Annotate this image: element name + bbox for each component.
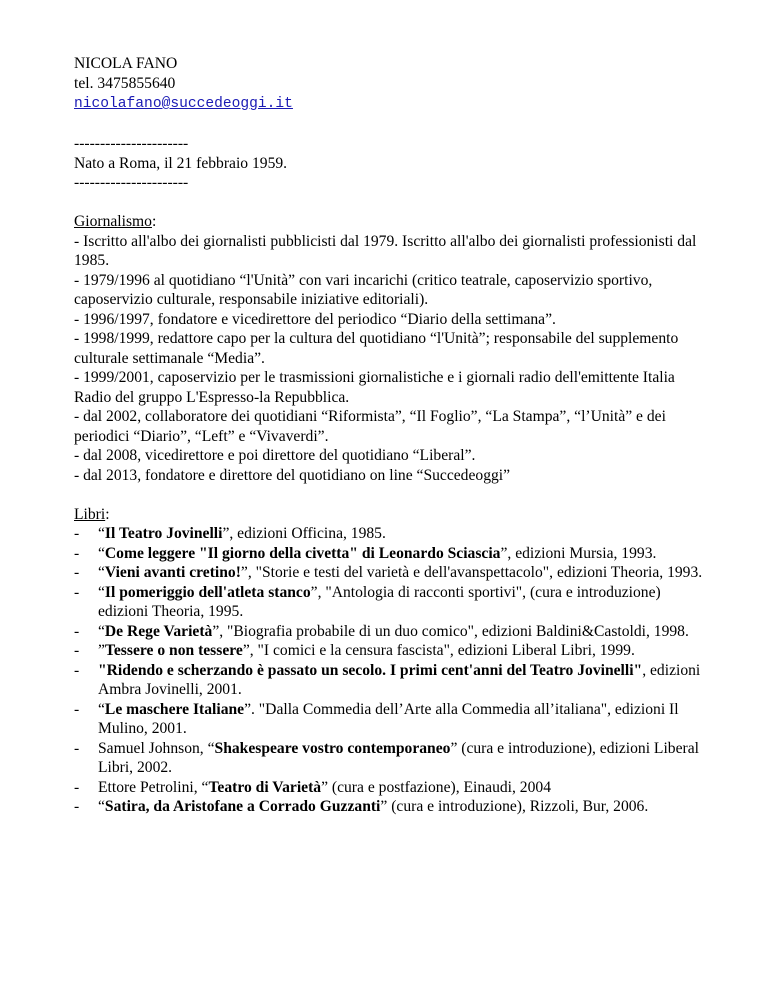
book-title: Shakespeare vostro contemporaneo <box>214 739 451 757</box>
journalism-item: - dal 2008, vicedirettore e poi direttore del quotidiano “Liberal”. <box>74 447 476 464</box>
journalism-item: - 1998/1999, redattore capo per la cultura del quotidiano “l'Unità”; responsabile del supplemento culturale settimanale “Media”. <box>74 330 679 367</box>
phone-number: tel. 3475855640 <box>74 74 176 92</box>
book-item: - Ettore Petrolini, “Teatro di Varietà” (cura e postfazione), Einaudi, 2004 <box>74 778 551 796</box>
book-item: - "Ridendo e scherzando è passato un secolo. I primi cent'anni del Teatro Jovinelli", edizioni Ambra Jovinelli, 2001. <box>74 661 701 698</box>
book-item: - “De Rege Varietà”, "Biografia probabile di un duo comico", edizioni Baldini&Castoldi, 1998. <box>74 622 689 640</box>
journalism-item: - dal 2013, fondatore e direttore del quotidiano on line “Succedeoggi” <box>74 466 511 484</box>
book-item: - Samuel Johnson, “Shakespeare vostro contemporaneo” (cura e introduzione), edizioni Liberal Libri, 2002. <box>74 739 699 776</box>
author-name: NICOLA FANO <box>74 55 178 72</box>
journalism-item: - 1999/2001, caposervizio per le trasmissioni giornalistiche e i giornali radio dell'emittente Italia Radio del gruppo L'Espresso-la Repubblica. <box>74 369 675 406</box>
book-item: - “Il Teatro Jovinelli”, edizioni Officina, 1985. <box>74 525 386 542</box>
book-title: Vieni avanti cretino! <box>104 564 241 581</box>
book-title: Il Teatro Jovinelli <box>104 525 223 542</box>
books-heading-line: Libri: <box>74 505 110 523</box>
book-title: Tessere o non tessere <box>104 642 243 659</box>
journalism-heading-line: Giornalismo: <box>74 213 157 230</box>
cv-page <box>74 54 714 817</box>
separator-top: ---------------------- <box>74 135 189 152</box>
book-item: - “Le maschere Italiane”. "Dalla Commedia dell’Arte alla Commedia all’italiana", edizioni Il Mulino, 2001. <box>74 700 679 737</box>
book-item: - “Il pomeriggio dell'atleta stanco”, "Antologia di racconti sportivi", (cura e introduzione) edizioni Theoria, 1995. <box>74 583 661 620</box>
book-title: Teatro di Varietà <box>208 778 322 796</box>
book-title: "Ridendo e scherzando è passato un secolo. I primi cent'anni del Teatro Jovinelli" <box>98 661 643 679</box>
journalism-item: - Iscritto all'albo dei giornalisti pubblicisti dal 1979. Iscritto all'albo dei giornalisti professionisti dal 1985. <box>74 232 697 269</box>
book-title: Satira, da Aristofane a Corrado Guzzanti <box>104 798 381 815</box>
journalism-item: - 1979/1996 al quotidiano “l'Unità” con vari incarichi (critico teatrale, caposervizio sportivo, caposervizio culturale, responsabile iniziative editoriali). <box>74 271 653 308</box>
book-item: - “Vieni avanti cretino!”, "Storie e testi del varietà e dell'avanspettacolo", edizioni Theoria, 1993. <box>74 564 703 581</box>
separator-bottom: ---------------------- <box>74 174 189 191</box>
journalism-item: - dal 2002, collaboratore dei quotidiani “Riformista”, “Il Foglio”, “La Stampa”, “l’Unità” e dei periodici “Diario”, “Left” e “Vivaverdi”. <box>74 408 666 445</box>
books-heading: Libri <box>74 505 106 523</box>
book-title: Le maschere Italiane <box>104 700 245 718</box>
birth-info: Nato a Roma, il 21 febbraio 1959. <box>74 154 288 172</box>
book-title: Il pomeriggio dell'atleta stanco <box>104 583 311 601</box>
book-title: De Rege Varietà <box>104 622 213 640</box>
book-title: Come leggere "Il giorno della civetta" di Leonardo Sciascia <box>104 544 501 562</box>
book-item: - ”Tessere o non tessere”, "I comici e la censura fascista", edizioni Liberal Libri, 1999. <box>74 642 635 659</box>
email-link[interactable]: nicolafano@succedeoggi.it <box>74 96 293 112</box>
book-item: - “Come leggere "Il giorno della civetta" di Leonardo Sciascia”, edizioni Mursia, 1993. <box>74 544 657 562</box>
journalism-heading: Giornalismo <box>74 213 152 230</box>
book-item: - “Satira, da Aristofane a Corrado Guzzanti” (cura e introduzione), Rizzoli, Bur, 2006. <box>74 798 649 815</box>
journalism-item: - 1996/1997, fondatore e vicedirettore del periodico “Diario della settimana”. <box>74 310 556 328</box>
